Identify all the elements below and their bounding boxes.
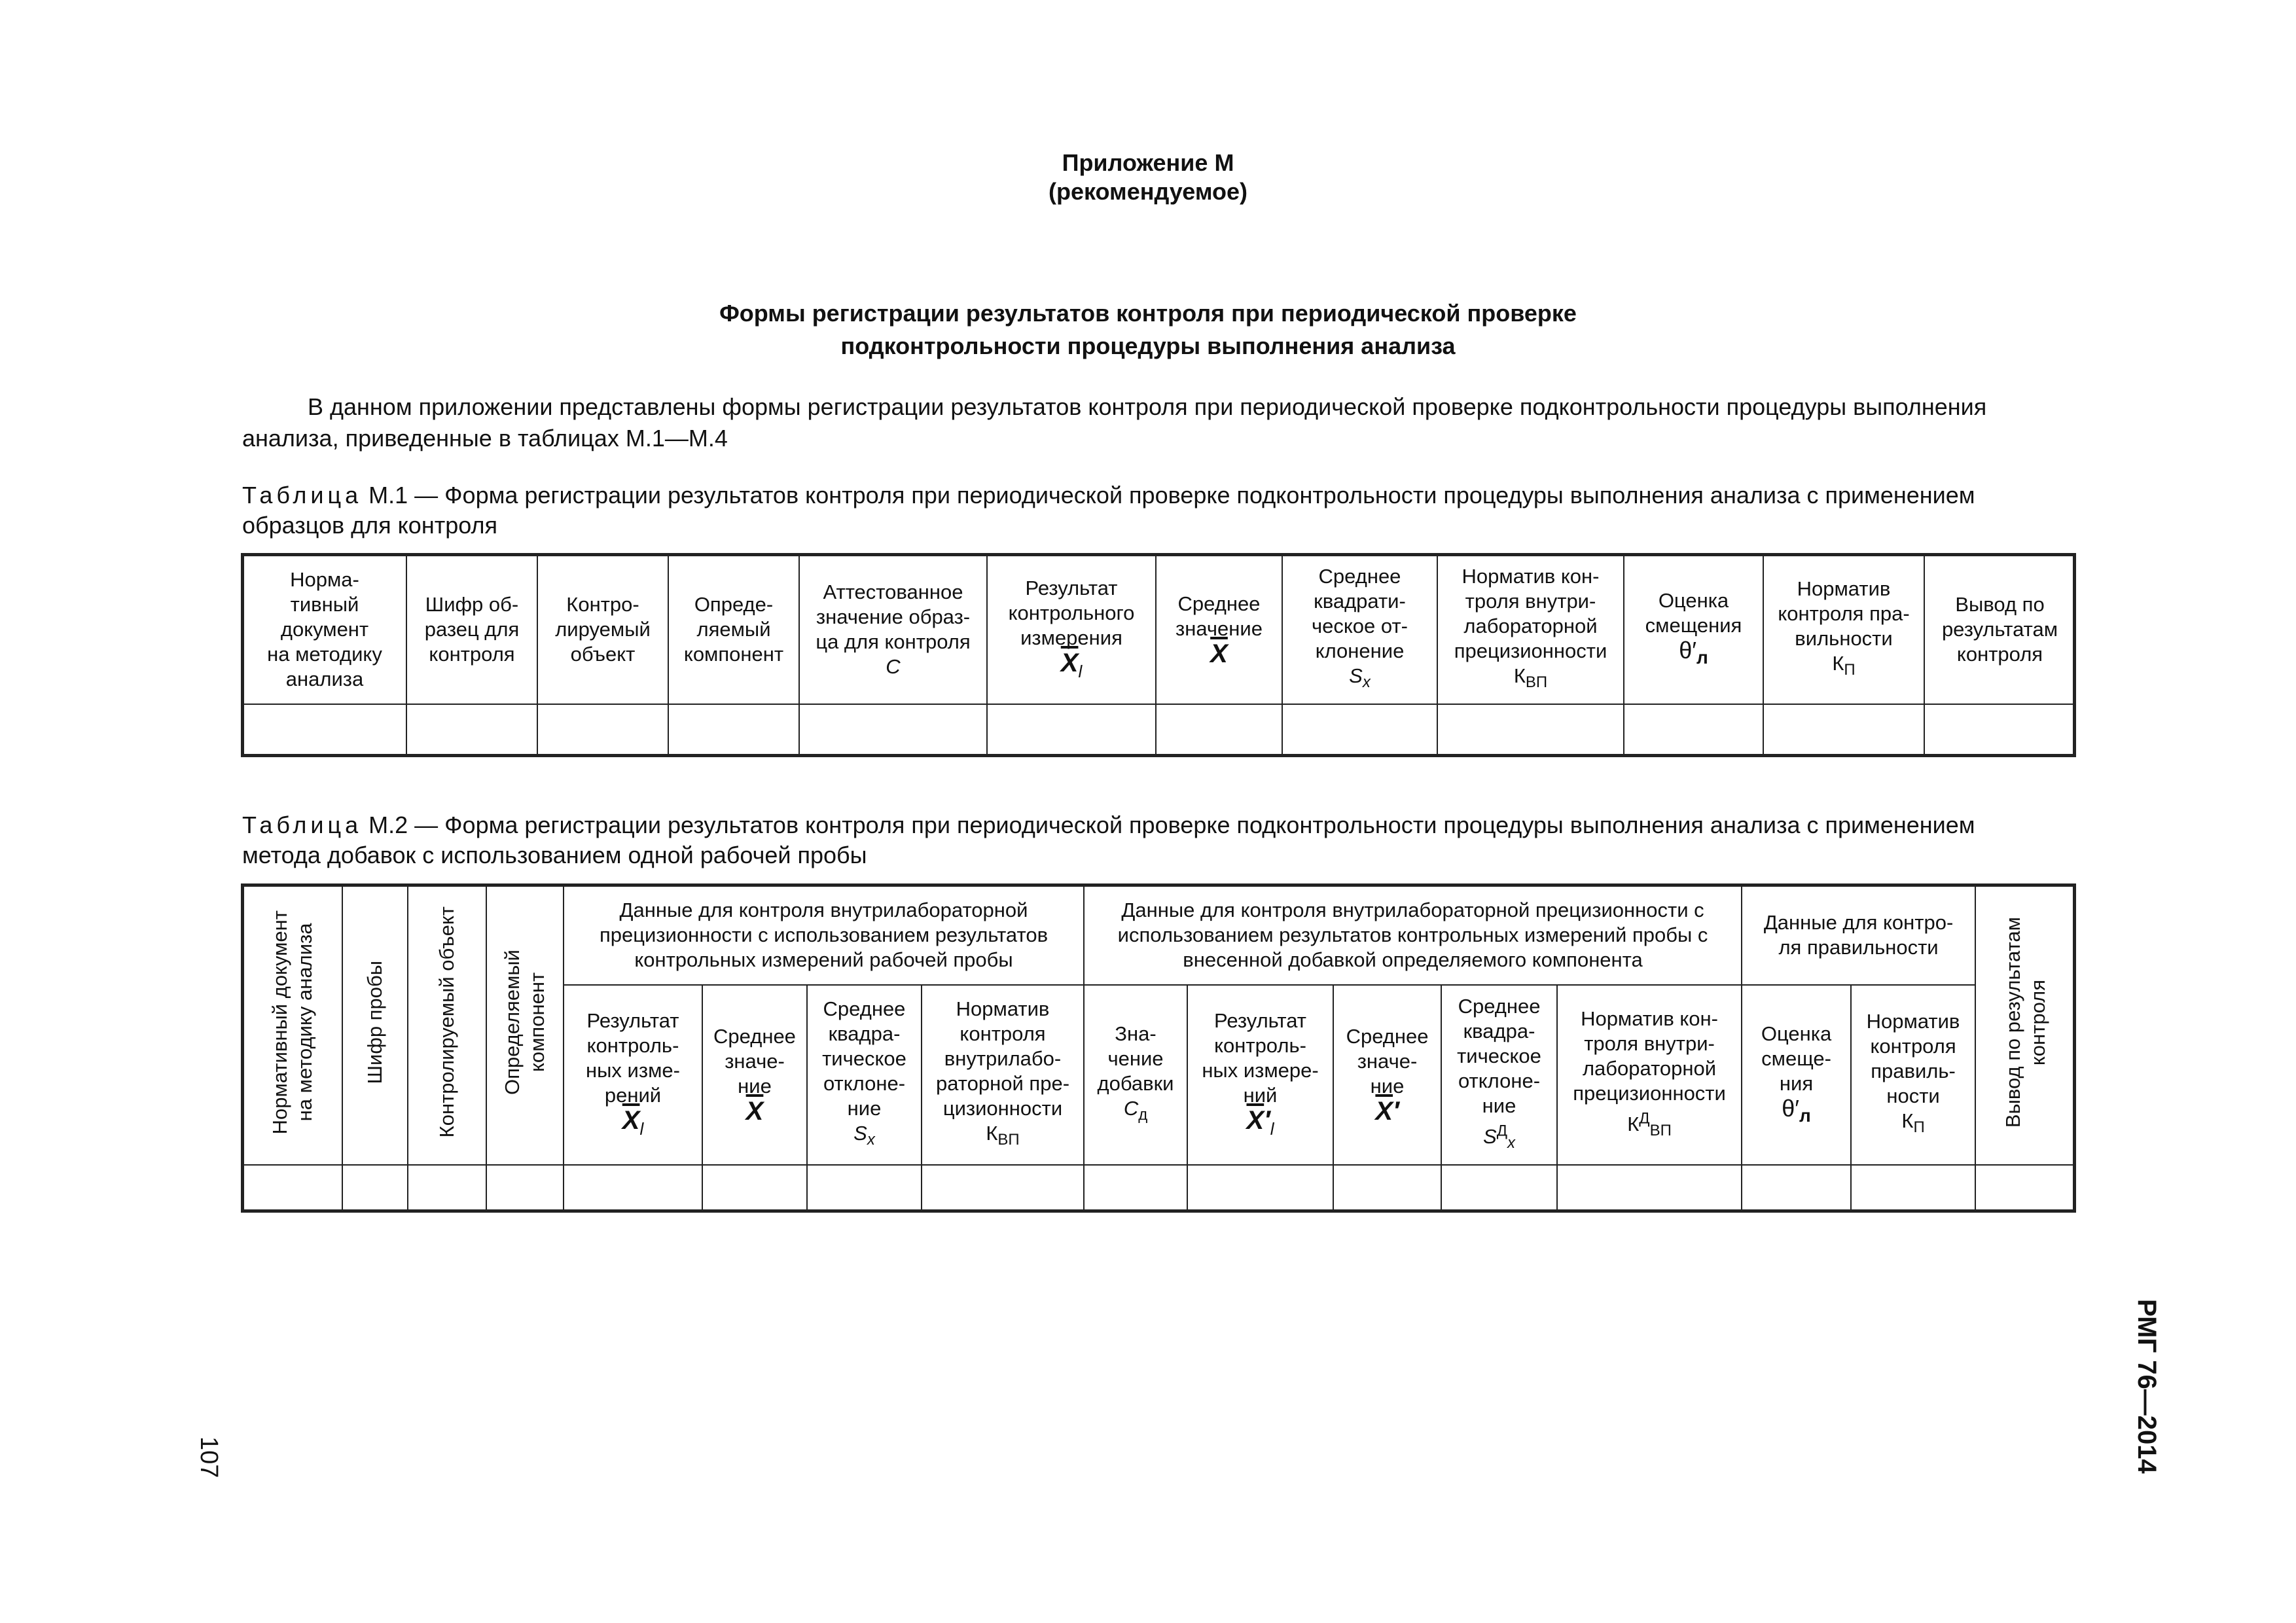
table1-header-text: Контро- лируемый объект [555,593,651,666]
table1-caption-line2: образцов для контроля [242,512,497,539]
table2-data-cell[interactable] [486,1165,564,1212]
table1-data-cell[interactable] [1437,704,1624,755]
table2-sub-header-8 [1441,985,1557,1165]
table2-group-header-2: Данные для контроля внутрилабораторной прецизионности с использованием результатов контрольных измерений пробы с внесенной добавкой определяемого компонента [1084,885,1742,985]
table2-sub-header-6 [1187,985,1333,1165]
table1-header-text: Среднее квадрати- ческое от- клонение [1312,564,1408,662]
table1-caption-text: М.1 — Форма регистрации результатов контроля при периодической проверке подконтрольности процедуры выполнения анализа с применением [362,482,1975,508]
table2-caption-line2: метода добавок с использованием одной рабочей пробы [242,842,867,868]
document-code: РМГ 76—2014 [2132,1299,2161,1474]
formula-symbol: C [886,655,901,678]
table1-header-7 [1156,555,1282,704]
table1-header-10 [1624,555,1763,704]
table2-data-cell[interactable] [1187,1165,1333,1212]
table2-sub-header-9 [1557,985,1742,1165]
table-m2 [242,885,2076,1213]
table2-group-row [243,885,2075,985]
table1-caption-label: Таблица [242,482,363,508]
table1-header-11 [1763,555,1924,704]
table1-empty-row [243,704,2075,755]
table1-header-text: Опреде- ляемый компонент [683,593,784,666]
table2-sub-header-7 [1333,985,1441,1165]
table2-sub-header-text: Среднее значе- ние [1346,1025,1429,1097]
table1-header-text: Среднее значение [1175,592,1263,640]
table1-header-1 [243,555,406,704]
table2-data-cell[interactable] [1441,1165,1557,1212]
table2-caption [242,810,2075,870]
table2-vertical-header-2 [342,885,408,1165]
appendix-title: Приложение М [1062,149,1234,176]
formula-symbol: $\overline{X}$ [745,1097,764,1126]
table2-sub-header-11 [1851,985,1975,1165]
table2-empty-row [243,1165,2075,1212]
table1-data-cell[interactable] [1156,704,1282,755]
table2-data-cell[interactable] [564,1165,702,1212]
table2-sub-header-text: Среднее квадра- тическое отклоне- ние [822,997,906,1120]
formula-symbol: $С_д$ [1123,1097,1148,1124]
section-title-line1: Формы регистрации результатов контроля при периодической проверке [719,300,1577,327]
formula-symbol: $S_x$ [1349,664,1371,692]
table1-header-text: Аттестованное значение образ- ца для контроля [816,580,971,653]
intro-line2: анализа, приведенные в таблицах М.1—М.4 [242,425,728,452]
table1-header-text: Шифр об- разец для контроля [424,593,520,666]
table2-vertical-header-5 [1975,885,2075,1165]
intro-paragraph [242,391,2075,454]
table2-caption-label: Таблица [242,812,363,838]
table2-vertical-header-text: Определяемый компонент [501,949,548,1096]
table2-sub-header-text: Результат контроль- ных изме- рений [586,1009,680,1107]
table1-data-cell[interactable] [799,704,987,755]
table2-sub-header-2 [702,985,807,1165]
table2-data-cell[interactable] [922,1165,1084,1212]
formula-symbol: $\overline{X}$ [1210,639,1228,668]
table2-sub-header-text: Результат контроль- ных измере- ний [1202,1009,1319,1107]
table1-data-cell[interactable] [537,704,668,755]
table2-data-cell[interactable] [408,1165,486,1212]
formula-symbol: $К_П$ [1832,651,1856,679]
table1-header-text: Норматив кон- троля внутри- лабораторной прецизионности [1454,564,1607,662]
table1-header-text: Вывод по результатам контроля [1941,593,2058,666]
table2-sub-header-text: Среднее значе- ние [713,1025,796,1097]
table2-sub-header-10 [1742,985,1851,1165]
formula-symbol: $К_П$ [1901,1109,1925,1137]
table2-data-cell[interactable] [1333,1165,1441,1212]
formula-symbol: $S_x$ [853,1122,875,1149]
table1-header-text: Норма- тивный документ на методику анализа [267,568,382,690]
table2-vertical-header-text: Вывод по результатам контроля [2001,916,2049,1128]
table2-data-cell[interactable] [1742,1165,1851,1212]
intro-line1: В данном приложении представлены формы регистрации результатов контроля при периодической проверке подконтрольности процедуры выполнения [308,393,1987,420]
table1-data-cell[interactable] [243,704,406,755]
table1-header-2 [406,555,537,704]
table1-header-text: Результат контрольного измерения [1008,576,1135,649]
table1-data-cell[interactable] [668,704,799,755]
table2-vertical-header-text: Контролируемый объект [435,906,458,1138]
table2-sub-header-text: Норматив контроля внутрилабо- раторной пре- цизионности [936,997,1070,1120]
formula-symbol: $К_{ВП}$ [986,1122,1020,1149]
table1-header-text: Норматив контроля пра- вильности [1778,577,1910,650]
table2-group-header-3: Данные для контро- ля правильности [1742,885,1975,985]
table1-data-cell[interactable] [1924,704,2075,755]
table2-sub-header-text: Среднее квадра- тическое отклоне- ние [1457,995,1541,1118]
table1-caption [242,480,2075,541]
page-number: 107 [195,1436,223,1478]
formula-symbol: $\overline{X}'$ [1375,1097,1399,1126]
table2-data-cell[interactable] [1557,1165,1742,1212]
table-m1 [242,554,2076,756]
formula-symbol: $К^Д_{ВП}$ [1627,1109,1672,1139]
table1-header-3 [537,555,668,704]
table2-group-header-1: Данные для контроля внутрилабораторной прецизионности с использованием результатов контрольных измерений рабочей пробы [564,885,1084,985]
table2-data-cell[interactable] [1851,1165,1975,1212]
table2-sub-header-5 [1084,985,1187,1165]
table2-data-cell[interactable] [243,1165,342,1212]
formula-symbol: $\theta'_л$ [1782,1094,1811,1126]
table2-sub-header-text: Норматив кон- троля внутри- лабораторной прецизионности [1573,1007,1726,1105]
formula-symbol: $\theta'_л$ [1679,637,1708,668]
table2-data-cell[interactable] [702,1165,807,1212]
table1-header-6 [987,555,1156,704]
table1-header-row [243,555,2075,704]
table1-header-text: Оценка смещения [1645,589,1742,637]
table2-vertical-header-1 [243,885,342,1165]
table2-vertical-header-text: Нормативный документ на методику анализа [268,910,316,1135]
table2-vertical-header-3 [408,885,486,1165]
table1-data-cell[interactable] [1763,704,1924,755]
table2-data-cell[interactable] [1975,1165,2075,1212]
table2-caption-text: М.2 — Форма регистрации результатов контроля при периодической проверке подконтрольности процедуры выполнения анализа с применением [362,812,1975,838]
table2-sub-header-text: Оценка смеще- ния [1761,1022,1832,1095]
table2-data-cell[interactable] [1084,1165,1187,1212]
table2-sub-header-1 [564,985,702,1165]
table2-data-cell[interactable] [807,1165,922,1212]
table2-sub-header-text: Норматив контроля правиль- ности [1866,1010,1960,1108]
table1-header-12 [1924,555,2075,704]
section-title-line2: подконтрольности процедуры выполнения анализа [840,332,1456,359]
table1-data-cell[interactable] [1282,704,1437,755]
table1-data-cell[interactable] [987,704,1156,755]
table2-vertical-header-text: Шифр пробы [363,960,386,1084]
formula-symbol: $S^Д_x$ [1483,1122,1515,1152]
table1-data-cell[interactable] [406,704,537,755]
formula-symbol: $\overline{X}'_l$ [1246,1106,1274,1139]
table1-header-8 [1282,555,1437,704]
formula-symbol: $\overline{X}_l$ [622,1106,644,1139]
table2-sub-header-3 [807,985,922,1165]
table2-sub-header-4 [922,985,1084,1165]
table2-data-cell[interactable] [342,1165,408,1212]
table2-vertical-header-4 [486,885,564,1165]
formula-symbol: $\overline{X}_l$ [1060,648,1083,681]
table1-header-4 [668,555,799,704]
table1-data-cell[interactable] [1624,704,1763,755]
table1-header-9 [1437,555,1624,704]
appendix-status: (рекомендуемое) [1049,178,1247,205]
table1-header-5 [799,555,987,704]
table2-sub-header-text: Зна- чение добавки [1097,1022,1174,1096]
formula-symbol: $К_{ВП}$ [1513,664,1548,692]
